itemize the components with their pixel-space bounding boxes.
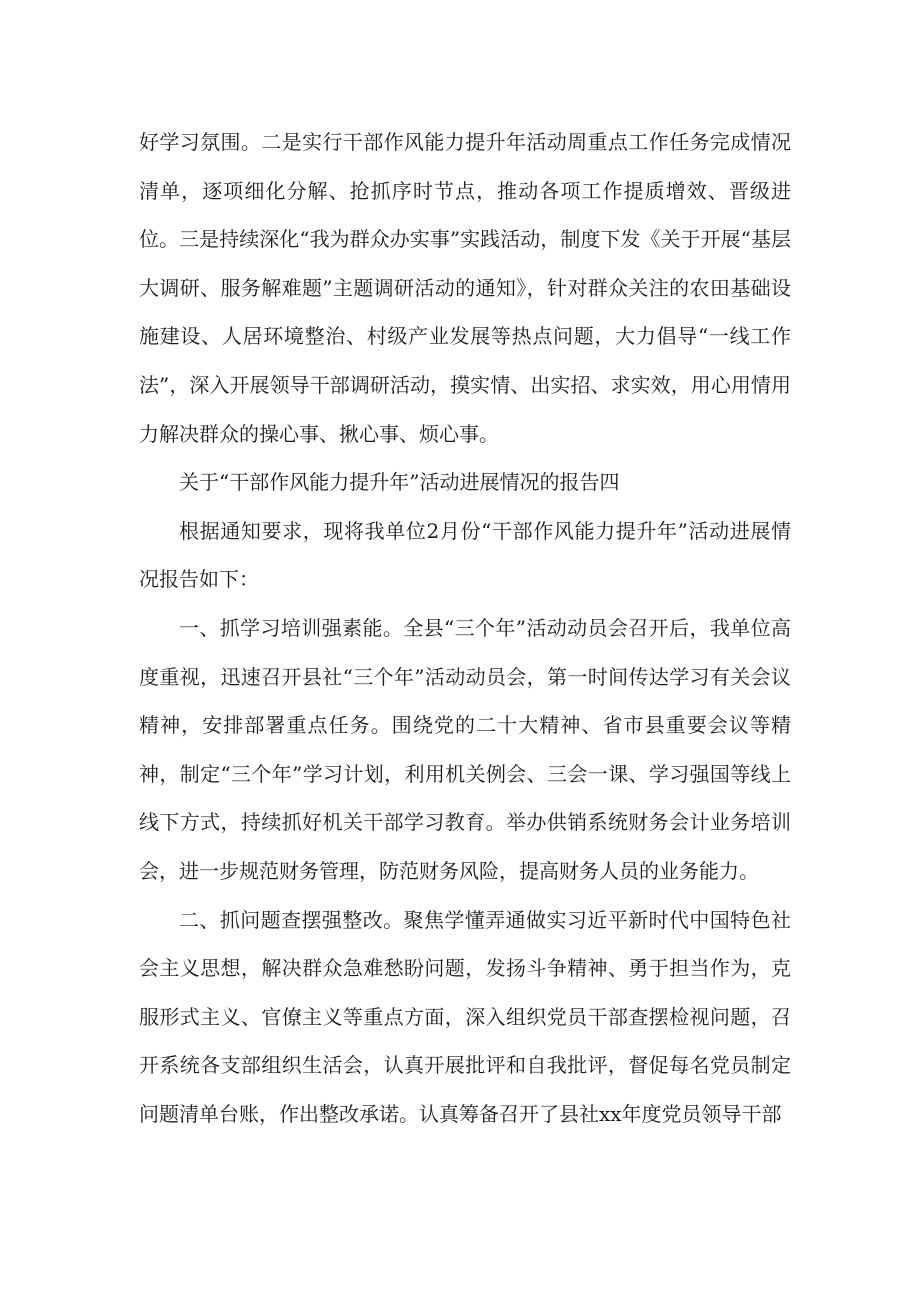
paragraph-intro: 根据通知要求，现将我单位2月份“干部作风能力提升年”活动进展情况报告如下：	[139, 518, 791, 592]
document-body	[139, 118, 791, 1138]
report-heading: 关于“干部作风能力提升年”活动进展情况的报告四	[179, 470, 620, 495]
paragraph-section-one: 一、抓学习培训强素能。全县“三个年”活动动员会召开后，我单位高度重视，迅速召开县社“三个年”活动动员会，第一时间传达学习有关会议精神，安排部署重点任务。围绕党的二十大精神、省市县重要会议等精神，制定“三个年”学习计划，利用机关例会、三会一课、学习强国等线上线下方式，持续抓好机关干部学习教育。举办供销系统财务会计业务培训会，进一步规范财务管理，防范财务风险，提高财务人员的业务能力。	[139, 615, 791, 883]
paragraph-continuation: 好学习氛围。二是实行干部作风能力提升年活动周重点工作任务完成情况清单，逐项细化分解、抢抓序时节点，推动各项工作提质增效、晋级进位。三是持续深化“我为群众办实事”实践活动，制度下发《关于开展“基层大调研、服务解难题”主题调研活动的通知》，针对群众关注的农田基础设施建设、人居环境整治、村级产业发展等热点问题，大力倡导“一线工作法”，深入开展领导干部调研活动，摸实情、出实招、求实效，用心用情用力解决群众的操心事、揪心事、烦心事。	[139, 130, 791, 446]
paragraph-section-two: 二、抓问题查摆强整改。聚焦学懂弄通做实习近平新时代中国特色社会主义思想，解决群众急难愁盼问题，发扬斗争精神、勇于担当作为，克服形式主义、官僚主义等重点方面，深入组织党员干部查摆检视问题，召开系统各支部组织生活会，认真开展批评和自我批评，督促每名党员制定问题清单台账，作出整改承诺。认真筹备召开了县社xx年度党员领导干部	[139, 907, 791, 1126]
